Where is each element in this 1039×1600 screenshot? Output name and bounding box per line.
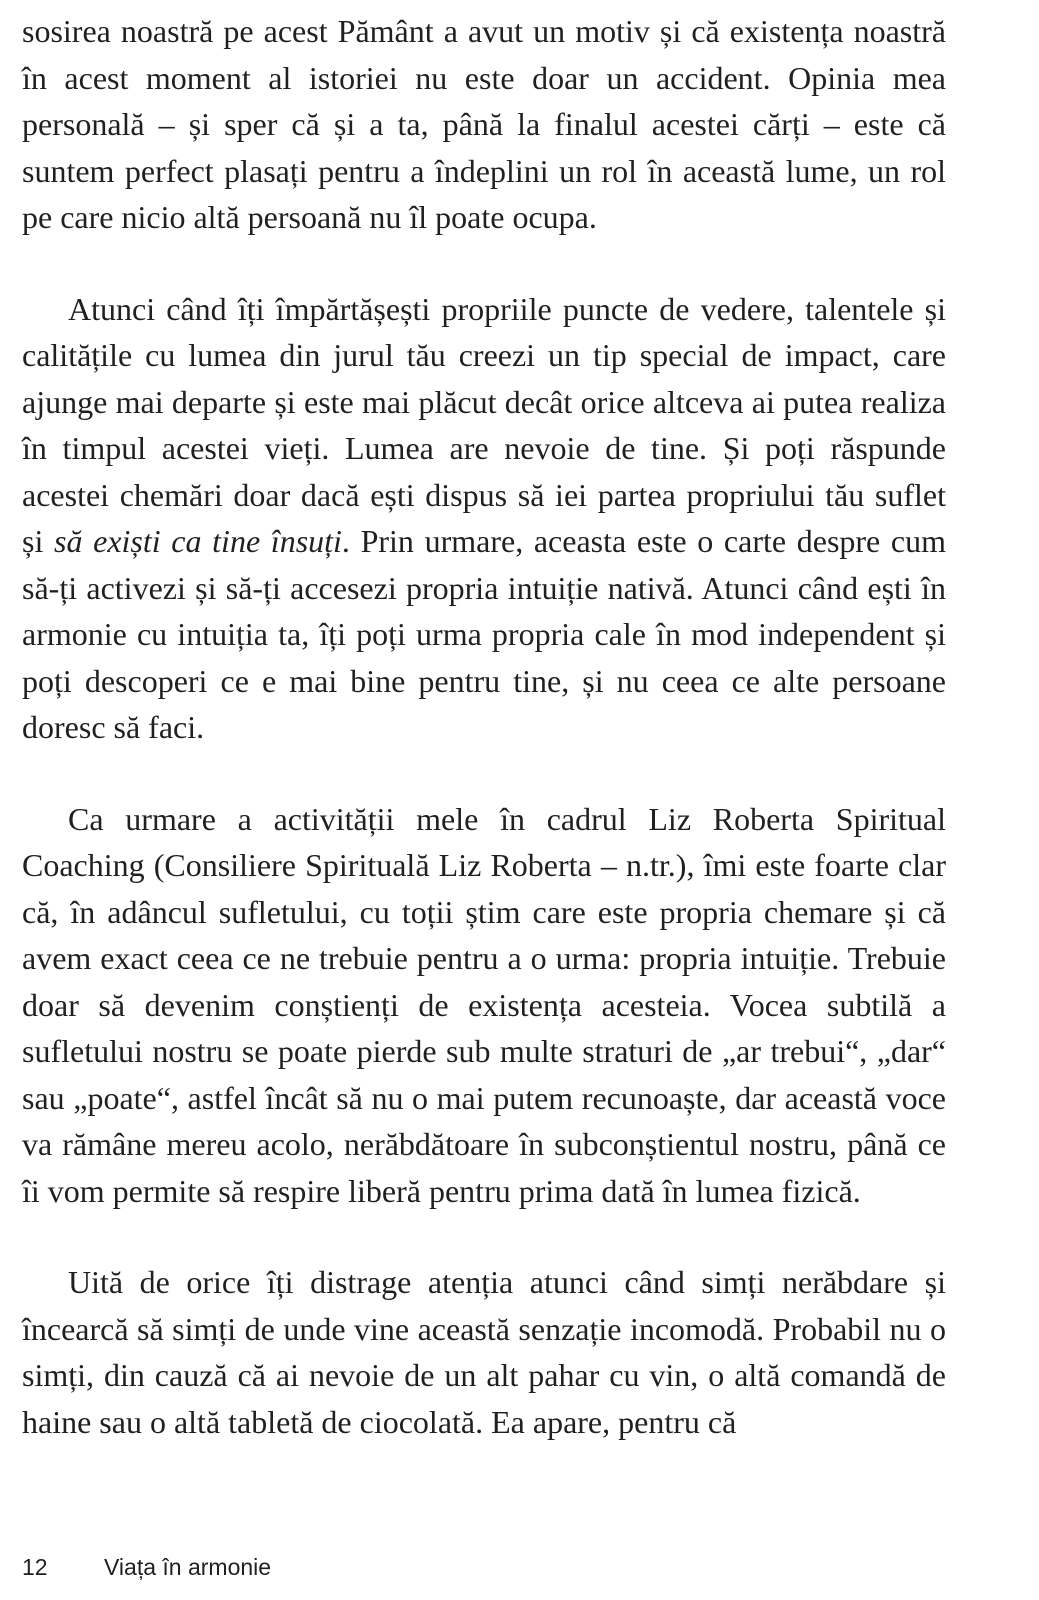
paragraph-2 [22, 286, 946, 751]
page-footer [22, 1554, 271, 1581]
paragraph-2-italic-phrase: să exiști ca tine însuți [54, 523, 342, 559]
running-title: Viața în armonie [104, 1554, 272, 1580]
paragraph-2-text-end: . Prin urmare, aceasta este o carte despre cum să-ți activezi și să-ți accesezi propria intuiție nativă. Atunci când ești în armonie cu intuiția ta, îți poți urma propria cale în mod independent și poți descoperi ce e mai bine pentru tine, și nu ceea ce alte persoane doresc să faci. [22, 523, 946, 745]
page-number: 12 [22, 1554, 48, 1580]
paragraph-2-text-start: Atunci când îți împărtășești propriile puncte de vedere, talentele și calitățile cu lumea din jurul tău creezi un tip special de impact, care ajunge mai departe și este mai plăcut decât orice altceva ai putea realiza în timpul acestei vieți. Lumea are nevoie de tine. Și poți răspunde acestei chemări doar dacă ești dispus să iei partea propriului tău suflet și [22, 290, 946, 559]
page-body [22, 8, 946, 1445]
paragraph-1: sosirea noastră pe acest Pământ a avut un motiv și că existența noastră în acest moment al istoriei nu este doar un accident. Opinia mea personală – și sper că și a ta, până la finalul acestei cărți – este că suntem perfect plasați pentru a îndeplini un rol în această lume, un rol pe care nicio altă persoană nu îl poate ocupa. [22, 13, 946, 235]
paragraph-4: Uită de orice îți distrage atenția atunci când simți nerăbdare și încearcă să simți de unde vine această senzație incomodă. Probabil nu o simți, din cauză că ai nevoie de un alt pahar cu vin, o altă comandă de haine sau o altă tabletă de ciocolată. Ea apare, pentru că [22, 1264, 946, 1440]
paragraph-3: Ca urmare a activității mele în cadrul Liz Roberta Spiritual Coaching (Consiliere Spirituală Liz Roberta – n.tr.), îmi este foarte clar că, în adâncul sufletului, cu toții știm care este propria chemare și că avem exact ceea ce ne trebuie pentru a o urma: propria intuiție. Trebuie doar să devenim conștienți de existența acesteia. Vocea subtilă a sufletului nostru se poate pierde sub multe straturi de „ar trebui“, „dar“ sau „poate“, astfel încât să nu o mai putem recunoaște, dar această voce va rămâne mereu acolo, nerăbdătoare în subconștientul nostru, până ce îi vom permite să respire liberă pentru prima dată în lumea fizică. [22, 800, 946, 1209]
